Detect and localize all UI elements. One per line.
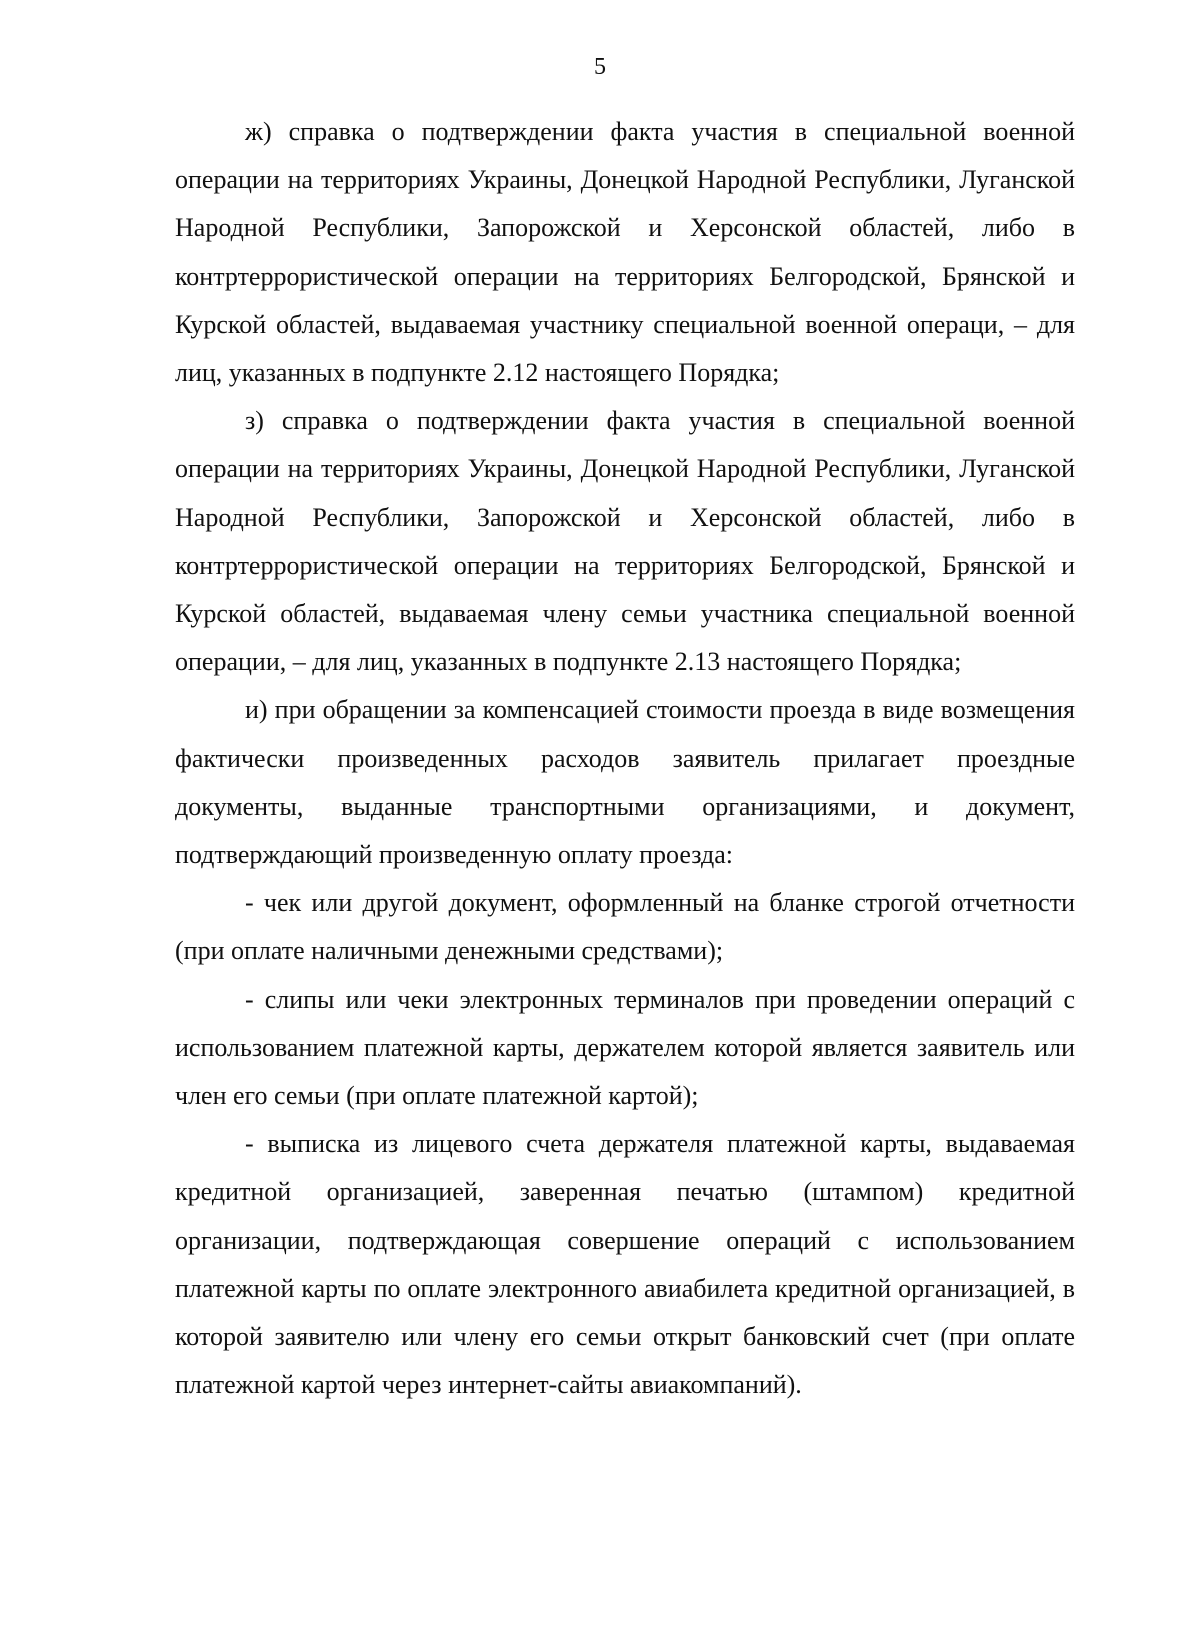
list-item-slips: - слипы или чеки электронных терминалов при проведении операций с использованием платежной карты, держателем которой является заявитель или член его семьи (при оплате платежной картой); bbox=[175, 984, 1075, 1111]
paragraph-zh: ж) справка о подтверждении факта участия в специальной военной операции на территориях Украины, Донецкой Народной Республики, Луганской Народной Республики, Запорожской и Херсонской областей, либо в контртеррористической операции на территориях Белгородской, Брянской и Курской областей, выдаваемая участнику специальной военной операци, – для лиц, указанных в подпункте 2.12 настоящего Порядка; bbox=[175, 117, 1075, 388]
document-body bbox=[175, 108, 1075, 1409]
paragraph-z: з) справка о подтверждении факта участия в специальной военной операции на территориях Украины, Донецкой Народной Республики, Луганской Народной Республики, Запорожской и Херсонской областей, либо в контртеррористической операции на территориях Белгородской, Брянской и Курской областей, выдаваемая члену семьи участника специальной военной операции, – для лиц, указанных в подпункте 2.13 настоящего Порядка; bbox=[175, 406, 1075, 677]
list-item-receipt: - чек или другой документ, оформленный на бланке строгой отчетности (при оплате наличными денежными средствами); bbox=[175, 888, 1075, 966]
page-number: 5 bbox=[594, 54, 606, 80]
list-item-bank-statement: - выписка из лицевого счета держателя платежной карты, выдаваемая кредитной организацией, заверенная печатью (штампом) кредитной организации, подтверждающая совершение операций с использованием платежной карты по оплате электронного авиабилета кредитной организацией, в которой заявителю или члену его семьи открыт банковский счет (при оплате платежной картой через интернет-сайты авиакомпаний). bbox=[175, 1129, 1075, 1400]
paragraph-i: и) при обращении за компенсацией стоимости проезда в виде возмещения фактически произведенных расходов заявитель прилагает проездные документы, выданные транспортными организациями, и документ, подтверждающий произведенную оплату проезда: bbox=[175, 695, 1075, 870]
